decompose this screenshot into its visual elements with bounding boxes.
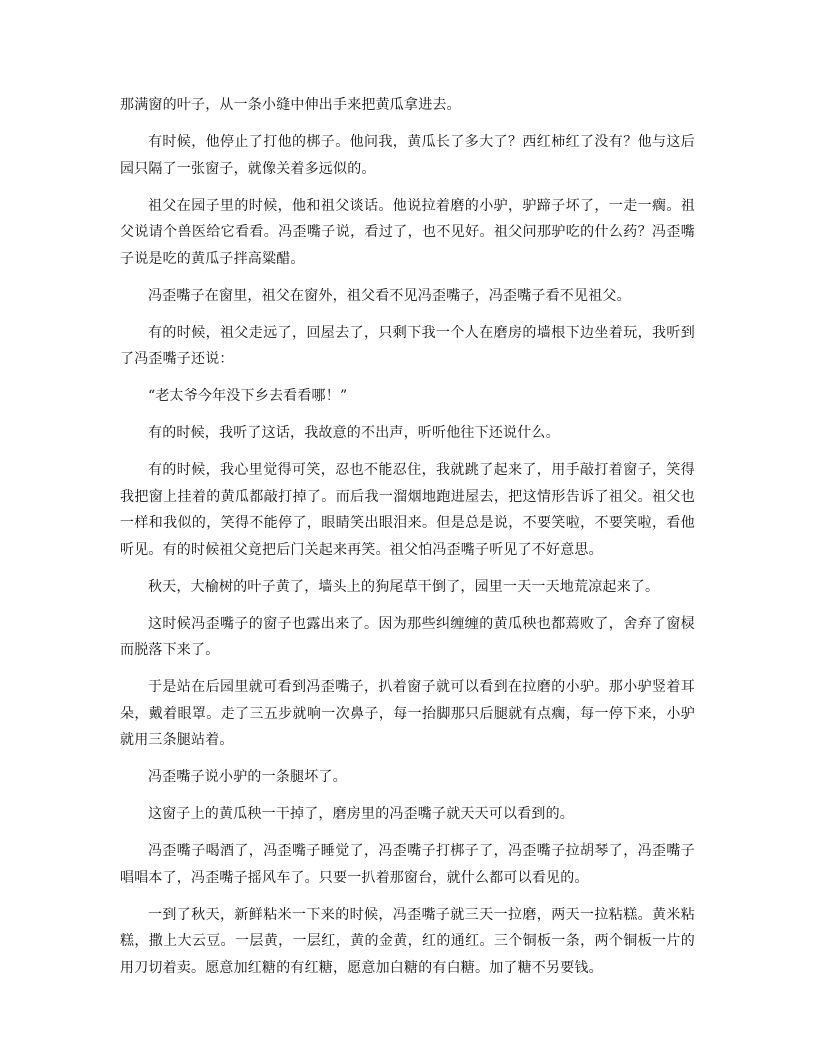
document-page	[120, 92, 695, 992]
paragraph-8: 有的时候，我心里觉得可笑，忍也不能忍住，我就跳了起来了，用手敲打着窗子，笑得我把窗上挂着的黄瓜都敲打掉了。而后我一溜烟地跑进屋去，把这情形告诉了祖父。祖父也一样和我似的，笑得不能停了，眼睛笑出眼泪来。但是总是说，不要笑啦，不要笑啦，看他听见。有的时候祖父竟把后门关起来再笑。祖父怕冯歪嘴子听见了不好意思。	[120, 462, 695, 558]
paragraph-11: 于是站在后园里就可看到冯歪嘴子，扒着窗子就可以看到在拉磨的小驴。那小驴竖着耳朵，戴着眼罩。走了三五步就响一次鼻子，每一抬脚那只后腿就有点瘸，每一停下来，小驴就用三条腿站着。	[120, 679, 695, 748]
paragraph-4: 冯歪嘴子在窗里，祖父在窗外，祖父看不见冯歪嘴子，冯歪嘴子看不见祖父。	[148, 287, 631, 304]
paragraph-13: 这窗子上的黄瓜秧一干掉了，磨房里的冯歪嘴子就天天可以看到的。	[148, 806, 574, 822]
paragraph-7: 有的时候，我听了这话，我故意的不出声，听听他往下还说什么。	[148, 425, 560, 441]
paragraph-14: 冯歪嘴子喝酒了，冯歪嘴子睡觉了，冯歪嘴子打梆子了，冯歪嘴子拉胡琴了，冯歪嘴子唱唱本了，冯歪嘴子摇风车了。只要一扒着那窗台，就什么都可以看见的。	[120, 843, 695, 886]
paragraph-3: 祖父在园子里的时候，他和祖父谈话。他说拉着磨的小驴，驴蹄子坏了，一走一瘸。祖父说请个兽医给它看看。冯歪嘴子说，看过了，也不见好。祖父问那驴吃的什么药？冯歪嘴子说是吃的黄瓜子拌高粱醋。	[120, 197, 695, 267]
paragraph-10: 这时候冯歪嘴子的窗子也露出来了。因为那些纠缠缠的黄瓜秧也都蔫败了，舍弃了窗棂而脱落下来了。	[120, 615, 695, 658]
paragraph-15: 一到了秋天，新鲜粘米一下来的时候，冯歪嘴子就三天一拉磨，两天一拉粘糕。黄米粘糕，撒上大云豆。一层黄，一层红，黄的金黄，红的通红。三个铜板一条，两个铜板一片的用刀切着卖。愿意加红糖的有红糖，愿意加白糖的有白糖。加了糖不另要钱。	[120, 906, 695, 976]
paragraph-12: 冯歪嘴子说小驴的一条腿坏了。	[148, 769, 347, 785]
paragraph-6: “老太爷今年没下乡去看看哪！”	[148, 388, 348, 404]
paragraph-9: 秋天，大榆树的叶子黄了，墙头上的狗尾草干倒了，园里一天一天地荒凉起来了。	[148, 578, 660, 595]
paragraph-1: 那满窗的叶子，从一条小缝中伸出手来把黄瓜拿进去。	[120, 97, 461, 113]
paragraph-5: 有的时候，祖父走远了，回屋去了，只剩下我一个人在磨房的墙根下边坐着玩，我听到了冯歪嘴子还说：	[120, 324, 695, 367]
paragraph-2: 有时候，他停止了打他的梆子。他问我，黄瓜长了多大了？西红柿红了没有？他与这后园只隔了一张窗子，就像关着多远似的。	[120, 134, 695, 177]
